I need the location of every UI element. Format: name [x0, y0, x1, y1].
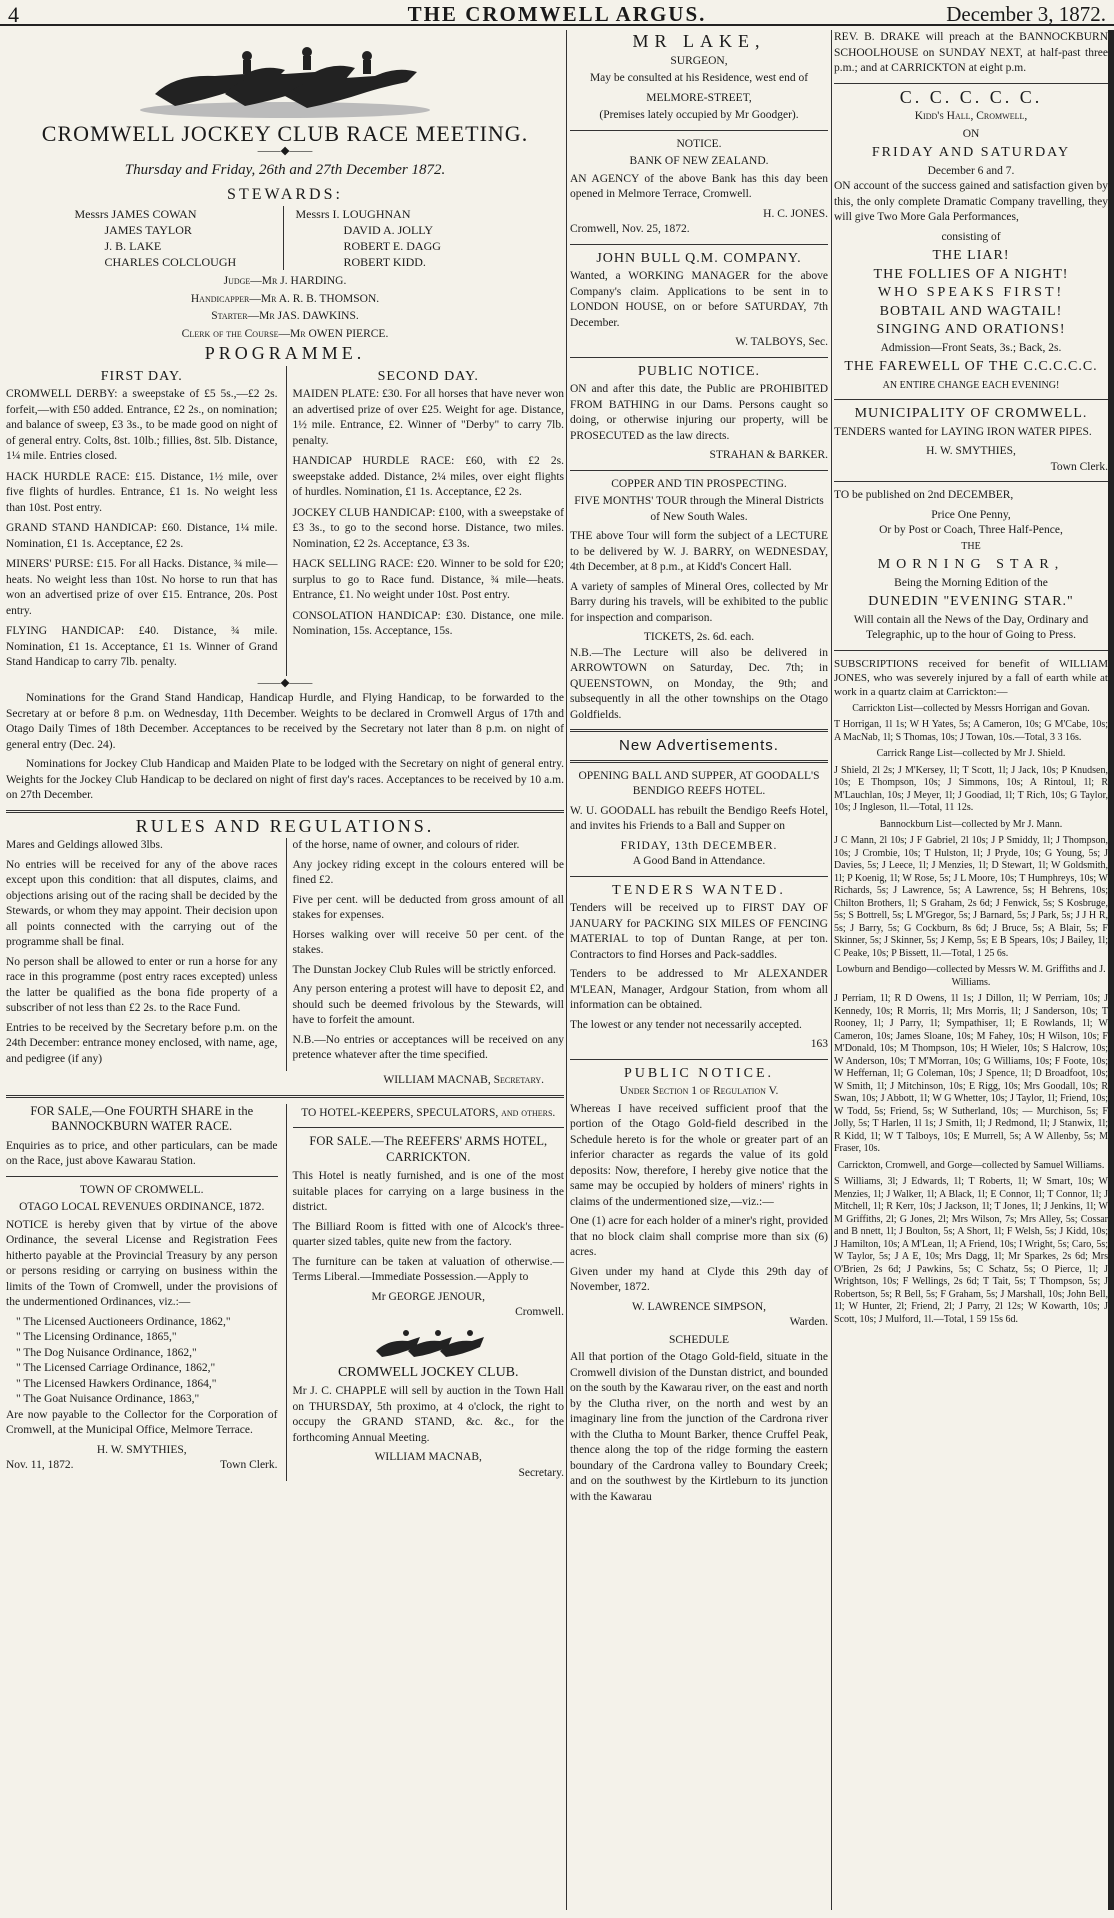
divider: [570, 876, 828, 877]
cccc-line: BOBTAIL AND WAGTAIL!: [879, 303, 1063, 319]
warden-sign: W. LAWRENCE SIMPSON,: [631, 1300, 767, 1313]
steward: ROBERT KIDD.: [343, 255, 426, 269]
pubnotice-body: Whereas I have received sufficient proof that the portion of the Otago Gold-field described in the Schedule hereto is for the whole or greater part of an inferior character as regards the value of its gold deposits: Now, therefore, I hereby give notice that the same may be occupied by holders of miners' rights in claims of the undermentioned size,—viz.:—: [570, 1102, 828, 1208]
new-ads-heading: New Advertisements.: [619, 737, 779, 754]
race-meeting-title: CROMWELL JOCKEY CLUB RACE MEETING.: [41, 121, 529, 146]
subs-list: T Horrigan, 1l 1s; W H Yates, 5s; A Cameron, 10s; G M'Cabe, 10s; A MacNab, 1l; S Thomas, 10s; J Towan, 10s.—Total, 3 3 16s.: [834, 719, 1108, 743]
pubnotice-body-3: Given under my hand at Clyde this 29th day of November, 1872.: [570, 1265, 828, 1293]
muni-title: MUNICIPALITY OF CROMWELL.: [854, 406, 1088, 421]
copper-nb: N.B.—The Lecture will also be delivered in ARROWTOWN on Saturday, Dec. 7th; in QUEENSTOWN, on Monday, the 9th; and subsequently in all the other townships on the Otago Goldfields.: [570, 646, 828, 721]
notice-heading: NOTICE.: [676, 137, 722, 150]
star-being: Being the Morning Edition of the: [894, 576, 1048, 589]
column-right: [834, 30, 1108, 1910]
steward: Messrs JAMES COWAN: [74, 207, 197, 221]
steward: J. B. LAKE: [104, 239, 162, 253]
subs-list: J C Mann, 2l 10s; J F Gabriel, 2l 10s; J P Smiddy, 1l; J Thompson, 10s; J Crombie, 10s; T Hulston, 1l; J Pryde, 10s; G Young, 5s; J Davies, 5s; J Leece, 1l; J Menzies, 1l; D Stewart, 1l; W Goldsmith, 1l; P Koenig, 1l; W Rose, 5s; J L Moore, 10s; T Humphreys, 10s; W Richards, 5s; J Lawrence, 5s; A Lawrence, 5s; H Behrens, 10s; Chilton Brothers, 1l; S Graham, 2s 6d; J Fenwick, 5s; S Kosbruge, 5s; S Bottrell, 5s; L M'Gregor, 5s; J Barnard, 5s; J Park, 5s; J J H R, 5s; J Barry, 5s; G Cockburn, 8s 6d; J Bruce, 5s; A Blair, 5s; F Skinner, 5s; J Skinner, 5s; J Kemp, 5s; E B Spears, 10s; J Bailey, 1l; C Peake, 10s; P Bissett, 1l.—Total, 1 25 6s.: [834, 835, 1108, 959]
tenders-number: 163: [810, 1038, 828, 1050]
nominations-text-2: Nominations for Jockey Club Handicap and Maiden Plate to be lodged with the Secretary on night of general entry. Weights for the Jockey Club Handicap to be declared on night of first day's races. Acceptances to be received by 10 a.m. on 27th December.: [6, 758, 564, 801]
rules-columns: [6, 838, 564, 1071]
column-rule: [566, 30, 567, 1910]
rule-text: The Dunstan Jockey Club Rules will be strictly enforced.: [292, 963, 556, 976]
race-entry: FLYING HANDICAP: £40. Distance, ¾ mile. Nomination, £1 1s. Acceptance, £1 1s. Winner of Grand Stand Handicap to carry 7lb. penalty.: [6, 625, 278, 668]
steward: Messrs I. LOUGHNAN: [295, 207, 411, 221]
copper-body: THE above Tour will form the subject of a LECTURE to be delivered by W. J. BARRY, on WEDNESDAY, 4th December, at 8 p.m., at Kidd's Concert Hall.: [570, 530, 828, 573]
programme-heading: PROGRAMME.: [204, 343, 366, 363]
cccc-body: ON account of the success gained and satisfaction given by this, the only complete Dramatic Company travelling, they will give Two More Gala Performances,: [834, 180, 1108, 223]
jc-club-sign: WILLIAM MACNAB,: [374, 1451, 482, 1463]
ordinance-item: " The Dog Nuisance Ordinance, 1862,": [16, 1346, 197, 1359]
rule-text: Any jockey riding except in the colours entered will be fined £2.: [292, 858, 564, 886]
subs-list-heading: Carrickton List—collected by Messrs Horrigan and Govan.: [852, 702, 1090, 714]
subs-list-heading: Bannockburn List—collected by Mr J. Mann.: [879, 818, 1063, 830]
issue-date: December 3, 1872.: [946, 2, 1106, 26]
race-entry: HACK SELLING RACE: £20. Winner to be sold for £20; surplus to go to Race fund. Distance, ¾ mile—heats. Entrance, £1. No weight under 10st. Post entry.: [292, 558, 564, 601]
divider: [570, 729, 828, 732]
subs-list-heading: Carrick Range List—collected by Mr J. Shield.: [876, 748, 1066, 759]
divider: [570, 244, 828, 245]
rule-text: Mares and Geldings allowed 3lbs.: [6, 839, 163, 851]
steward: ROBERT E. DAGG: [343, 239, 441, 253]
page-number: 4: [8, 2, 19, 27]
bottom-ads: [6, 1104, 564, 1482]
race-entry: GRAND STAND HANDICAP: £60. Distance, 1¼ mile. Nomination, £1 1s. Acceptance, £2 2s.: [6, 522, 278, 550]
race-entry: HANDICAP HURDLE RACE: £60, with £2 2s. sweepstake added. Distance, 2¼ miles, over eight flights of hurdles. Nomination, £1 1s. Acceptance, £2 2s.: [292, 455, 564, 498]
subs-list-heading: Lowburn and Bendigo—collected by Messrs W. M. Griffiths and J. Williams.: [836, 964, 1106, 988]
star-dunedin: DUNEDIN "EVENING STAR.": [868, 594, 1074, 609]
copper-body-2: A variety of samples of Mineral Ores, collected by Mr Barry during his travels, will be exhibited to the public for inspection and comparison.: [570, 580, 828, 624]
lake-note: (Premises lately occupied by Mr Goodger).: [599, 109, 799, 121]
copper-title: COPPER AND TIN PROSPECTING.: [611, 477, 787, 490]
masthead: [0, 0, 1114, 26]
official: Judge—Mr J. HARDING.: [223, 275, 347, 287]
clerk-name: H. W. SMYTHIES,: [96, 1443, 187, 1456]
star-the: THE: [961, 540, 981, 552]
subs-list: J Shield, 2l 2s; J M'Kersey, 1l; T Scott, 1l; J Jack, 10s; P Knudsen, 10s; E Thompson, 10s; J Simmons, 10s; A Rintoul, 1l; R M'Lauchlan, 10s; J Meyer, 1l; J Goodiad, 1l; T Rich, 10s; G Taylor, 10s; J Ingleson, 1l.—Total, 11 12s.: [834, 764, 1108, 813]
ball-band: A Good Band in Attendance.: [632, 855, 766, 867]
jc-club-body: Mr J. C. CHAPPLE will sell by auction in the Town Hall on THURSDAY, 5th proximo, at 4 o'clock, the right to occupy the GRAND STAND, &c. &c., for the forthcoming Annual Meeting.: [292, 1385, 564, 1444]
rule-text: of the horse, name of owner, and colours of rider.: [292, 839, 520, 851]
public-title: PUBLIC NOTICE.: [637, 363, 761, 379]
divider: [834, 399, 1108, 400]
lake-body: May be consulted at his Residence, west end of: [589, 72, 809, 84]
ordinance-item: " The Licensed Auctioneers Ordinance, 1862,": [16, 1315, 231, 1328]
newspaper-title: THE CROMWELL ARGUS.: [407, 2, 707, 26]
notice-date: Nov. 11, 1872.: [6, 1459, 74, 1471]
subs-list-heading: Carrickton, Cromwell, and Gorge—collected by Samuel Williams.: [837, 1159, 1105, 1171]
ordinance-item: " The Licensed Hawkers Ordinance, 1864,": [16, 1377, 217, 1390]
programme-columns: [6, 366, 564, 676]
ball-body: W. U. GOODALL has rebuilt the Bendigo Reefs Hotel, and invites his Friends to a Ball and Supper on: [570, 804, 828, 832]
muni-role: Town Clerk.: [1050, 460, 1108, 473]
nominations-text: Nominations for the Grand Stand Handicap, Handicap Hurdle, and Flying Handicap, to be forwarded to the Secretary at or before 8 p.m. on Wednesday, 11th December. Weights to be declared in Cromwell Argus of 17th and Otago Daily Times of 18th December. Acceptances to be received by the Secretary not later than 8 p.m. on night of general entry (Dec. 24).: [6, 692, 564, 751]
divider: [6, 1095, 564, 1098]
drake-notice: REV. B. DRAKE will preach at the BANNOCKBURN SCHOOLHOUSE on SUNDAY NEXT, at half-past three p.m.; and at CARRICKTON at eight p.m.: [834, 31, 1108, 74]
schedule-body: All that portion of the Otago Gold-field, situate in the Cromwell division of the Dunstan district, and bounded on the south by the Kawarau river, on the east and north by the Clutha river, on the north and west by an imaginary line from the junction of the Cardrona river with the Clutha to Mount Barker, thence Cruffel Peak, thence along the top of the ridge forming the eastern boundary of the Cardrona valley to Boundary Creek; and on the southwest by the Kirtleburn to its junction with the Kawarau: [570, 1351, 828, 1503]
copper-tickets: TICKETS, 2s. 6d. each.: [643, 631, 755, 643]
hotel-body: The Billiard Room is fitted with one of Alcock's three-quarter sized tables, quite new from the factory.: [292, 1220, 564, 1248]
schedule-heading: SCHEDULE: [668, 1333, 730, 1346]
divider: [570, 760, 828, 763]
rules-heading: RULES AND REGULATIONS.: [135, 815, 435, 836]
divider: [570, 130, 828, 131]
pubnotice-sub: Under Section 1 of Regulation V.: [619, 1085, 779, 1097]
bank-date: Cromwell, Nov. 25, 1872.: [570, 223, 690, 235]
cccc-days: FRIDAY AND SATURDAY: [871, 145, 1071, 160]
steward: JAMES TAYLOR: [104, 223, 192, 237]
bank-sign: H. C. JONES.: [763, 207, 828, 220]
lake-title: MR LAKE,: [632, 31, 766, 51]
forsale-share-body: Enquiries as to price, and other particulars, can be made on the Race, just above Kawarau Station.: [6, 1139, 278, 1167]
ordinance-item: " The Licensed Carriage Ordinance, 1862,": [16, 1362, 216, 1374]
cccc-line: SINGING AND ORATIONS!: [876, 322, 1066, 337]
pubnotice-title: PUBLIC NOTICE.: [623, 1065, 775, 1081]
star-body: TO be published on 2nd DECEMBER,: [834, 489, 1014, 501]
race-dates: Thursday and Friday, 26th and 27th December 1872.: [124, 162, 446, 178]
steward: DAVID A. JOLLY: [343, 223, 434, 237]
star-will: Will contain all the News of the Day, Ordinary and Telegraphic, up to the hour of Going to Press.: [853, 613, 1089, 641]
ball-date: FRIDAY, 13th DECEMBER.: [620, 839, 778, 852]
official: Starter—Mr JAS. DAWKINS.: [211, 310, 359, 322]
tenders-body-3: The lowest or any tender not necessarily accepted.: [570, 1018, 802, 1031]
ornament-divider: ——◆——: [257, 144, 313, 157]
jc-club-title: CROMWELL JOCKEY CLUB.: [337, 1364, 519, 1380]
official: Clerk of the Course—Mr OWEN PIERCE.: [181, 327, 389, 340]
cccc-on: ON: [962, 127, 980, 140]
johnbull-body: Wanted, a WORKING MANAGER for the above Company's claim. Applications to be sent in to LONDON HOUSE, on or before SATURDAY, 7th December.: [570, 270, 828, 329]
race-entry: CROMWELL DERBY: a sweepstake of £5 5s.,—£2 2s. forfeit,—with £50 added. Entrance, £2 2s., on nomination; and balance of sweep, £3 3s., to be made good on night of of general entry. Colts, 8st. 10lb.; fillies, 8st. 5lb. Distance, 1¼ mile. Entries closed.: [6, 388, 278, 462]
divider: [834, 650, 1108, 651]
rule-text: Horses walking over will receive 50 per cent. of the stakes.: [292, 928, 564, 956]
hotel-body: The furniture can be taken at valuation of otherwise.—Terms Liberal.—Immediate Possession.—Apply to: [292, 1255, 564, 1283]
official: Handicapper—Mr A. R. B. THOMSON.: [190, 292, 380, 305]
cccc-dates: December 6 and 7.: [927, 164, 1015, 177]
johnbull-title: JOHN BULL Q.M. COMPANY.: [596, 250, 802, 266]
rule-text: N.B.—No entries or acceptances will be received on any pretence whatever after the time specified.: [292, 1033, 564, 1061]
cccc-admission: Admission—Front Seats, 3s.; Back, 2s.: [880, 341, 1062, 354]
column-middle: [570, 30, 828, 1910]
page-edge-shadow: [1108, 30, 1114, 1910]
cccc-line: WHO SPEAKS FIRST!: [877, 285, 1065, 300]
ornament-divider: ——◆——: [257, 676, 313, 689]
stewards-heading: STEWARDS:: [227, 185, 343, 203]
copper-sub: FIVE MONTHS' TOUR through the Mineral Districts of New South Wales.: [574, 495, 824, 523]
tenders-body: Tenders will be received up to FIRST DAY OF JANUARY for PACKING SIX MILES OF FENCING MATERIAL to top of Duntan Range, at per ton. Contractors to find Horses and Pack-saddles.: [570, 902, 828, 961]
race-entry: MAIDEN PLATE: £30. For all horses that have never won an advertised prize of over £25. Weight for age. Distance, 1½ mile. Entrance, £2. Winner of "Derby" to carry 7lb. penalty.: [292, 388, 564, 447]
warden-role: Warden.: [789, 1316, 828, 1328]
small-horses-engraving: [368, 1325, 488, 1361]
subs-list: S Williams, 3l; J Edwards, 1l; T Roberts, 1l; W Smart, 10s; W Menzies, 1l; J Walker, 1l; A Black, 1l; E Connor, 1l; T Connor, 1l; J Mitchell, 1l; R Kerr, 10s; J Jackson, 1l; T Jones, 1l; J Jenkins, 1l; W M Griffiths, 2l; G Jones, 2l; Mrs Wilson, 7s; Mrs Alley, 5s; Cossar and B nnett, 1l; J Boulton, 5s; A Short, 1l; F Welsh, 5s; J Kidd, 10s; J Hamilton, 10s; A M'Lean, 1l; A Friend, 10s; I Wright, 5s; Caro, 5s; W Taylor, 5s; J A E, 10s; Mrs Dagg, 1l; Mr Sparkes, 2s 6d; Mrs O'Brien, 2s 6d; J Pawkins, 5s; C Schatz, 5s; O Pierce, 1l; J Wrightson, 10s; F Wellings, 2s 6d; T Tait, 5s; T Thompson, 5s; J Robertson, 5s; R Bell, 5s; F Graham, 5s; J Marshall, 10s; John Bell, 1l; W Hunter, 2l; Friend, 2l; J Parry, 2l 12s; W Kowarth, 10s; J Scott, 10s; J Mulford, 1l.—Total, 1 59 15s 6d.: [834, 1176, 1108, 1325]
hotel-body: This Hotel is neatly furnished, and is one of the most suitable places for carrying on a large business in the district.: [292, 1170, 564, 1213]
johnbull-sign: W. TALBOYS, Sec.: [735, 336, 828, 348]
hotel-place: Cromwell.: [515, 1306, 564, 1318]
rule-text: Five per cent. will be deducted from gross amount of all stakes for expenses.: [292, 893, 564, 921]
subs-list: J Perriam, 1l; R D Owens, 1l 1s; J Dillon, 1l; W Perriam, 10s; J Kennedy, 10s; R Morris, 1l; Mrs Morris, 1l; J Sanderson, 10s; T Rooney, 1l; J Parry, 1l; Sympathiser, 1l; E Rowlands, 1l; W Cameron, 10s; James Sloane, 10s; M Fahey, 10s; H Wilson, 10s; F M'Donald, 10s; M Thompson, 10s; H Wieler, 10s; S Halcrow, 10s; W Anderson, 10s; T M'Morran, 10s; G Williams, 10s; F Foote, 10s; W Heffernan, 1l; G Coleman, 10s; J Spence, 1l; D Broadfoot, 10s; W Smith, 1l; J Mitchinson, 10s; E Rigg, 10s; Mrs Goodall, 10s; R Swan, 10s; J Abbott, 1l; W G Whetter, 10s; J Taylor, 1l; Friend, 10s; W Todd, 5s; Friend, 5s; W Sutherland, 10s; — Murchison, 5s; F Jolly, 5s; T Harlen, 1l 1s; J Smith, 1l; J Redmond, 1l; J Stanwix, 1l; R Kidd, 1l; W T Talboys, 10s; E Murrell, 5s; A W Allenby, 5s; M Fraser, 10s.: [834, 993, 1108, 1154]
forsale-share-title: FOR SALE,—One FOURTH SHARE in the BANNOCKBURN WATER RACE.: [30, 1103, 254, 1133]
ball-title: OPENING BALL AND SUPPER, AT GOODALL'S BENDIGO REEFS HOTEL.: [578, 769, 820, 797]
tenders-title: TENDERS WANTED.: [612, 882, 786, 898]
race-entry: CONSOLATION HANDICAP: £30. Distance, one mile. Nomination, 15s. Acceptance, 15s.: [292, 609, 564, 637]
divider: [6, 810, 564, 813]
race-entry: MINERS' PURSE: £15. For all Hacks. Distance, ¾ mile—heats. No weight less than 10st. No horse to run that has won an advertised prize of over £15. Entrance, 20s. Post entry.: [6, 558, 278, 617]
star-post: Or by Post or Coach, Three Half-Pence,: [879, 524, 1063, 536]
divider: [570, 1059, 828, 1060]
cccc-change: AN ENTIRE CHANGE EACH EVENING!: [882, 379, 1060, 391]
hotel-heading: TO HOTEL-KEEPERS, SPECULATORS, and others.: [301, 1106, 556, 1119]
public-body: ON and after this date, the Public are PROHIBITED FROM BATHING in our Dams. Persons caught so doing, or otherwise injuring our property, will be PROSECUTED as the law directs.: [570, 383, 828, 442]
subs-intro: SUBSCRIPTIONS received for benefit of WILLIAM JONES, who was severely injured by a fall of earth while at work in a quartz claim at Carrickton:—: [834, 657, 1108, 698]
divider: [570, 357, 828, 358]
ordinance-item: " The Licensing Ordinance, 1865,": [16, 1331, 177, 1343]
subscriptions: [834, 657, 1108, 1327]
star-price: Price One Penny,: [931, 508, 1011, 521]
bank-title: BANK OF NEW ZEALAND.: [629, 155, 769, 167]
cccc-line: THE LIAR!: [932, 248, 1010, 263]
divider: [570, 470, 828, 471]
second-day-heading: SECOND DAY.: [377, 368, 479, 384]
pubnotice-body-2: One (1) acre for each holder of a miner's right, provided that no block claim shall comprise more than six (6) acres.: [570, 1215, 828, 1258]
star-name: MORNING STAR,: [877, 557, 1065, 572]
lake-sub: SURGEON,: [670, 54, 728, 67]
cccc-farewell: THE FAREWELL OF THE C.C.C.C.C.: [844, 359, 1098, 374]
ordinance-tail: Are now payable to the Collector for the Corporation of Cromwell, at the Municipal Office, Melmore Terrace.: [6, 1408, 278, 1436]
cccc-consisting: consisting of: [941, 230, 1001, 243]
divider: [6, 1176, 278, 1177]
clerk-footer: [6, 1458, 278, 1474]
rule-text: No entries will be received for any of the above races except upon this condition: that all disputes, claims, and objections arising out of the racing shall be decided by the Stewards, or whom they may appoint. Their decision upon all points connected with the carrying out of the programme shall be final.: [6, 858, 278, 948]
divider: [834, 83, 1108, 84]
divider: [834, 481, 1108, 482]
column-rule: [831, 30, 832, 1910]
race-horses-engraving: [135, 34, 435, 120]
ordinance-item: " The Goat Nuisance Ordinance, 1863,": [16, 1393, 200, 1405]
column-left: [6, 30, 564, 1910]
rule-text: Any person entering a protest will have to deposit £2, and should such be deemed frivolous by the Stewards, will have to forfeit the amount.: [292, 983, 564, 1026]
muni-body: TENDERS wanted for LAYING IRON WATER PIPES.: [834, 425, 1092, 438]
tenders-body-2: Tenders to be addressed to Mr ALEXANDER M'LEAN, Manager, Ardgour Station, from whom all information can be obtained.: [570, 968, 828, 1011]
town-heading: TOWN OF CROMWELL.: [80, 1183, 204, 1196]
cccc-line: THE FOLLIES OF A NIGHT!: [873, 266, 1069, 282]
cccc-venue: Kidd's Hall, Cromwell,: [914, 110, 1028, 122]
ordinance-body: NOTICE is hereby given that by virtue of the above Ordinance, the several License and Registration Fees hitherto payable at the Provincial Treasury by any person or persons residing or carrying on business within the limits of the Town of Cromwell, under the provisions of the undermentioned Ordinances, viz.:—: [6, 1218, 278, 1308]
stewards-list: [6, 206, 564, 270]
jc-club-role: Secretary.: [518, 1466, 564, 1479]
bank-body: AN AGENCY of the above Bank has this day been opened in Melmore Terrace, Cromwell.: [570, 172, 828, 200]
steward: CHARLES COLCLOUGH: [104, 255, 237, 269]
divider: [293, 1127, 565, 1128]
race-entry: JOCKEY CLUB HANDICAP: £100, with a sweepstake of £3 3s., to go to the second horse. Distance, two miles. Nomination, £2 2s. Acceptance, £3 3s.: [292, 506, 564, 550]
race-entry: HACK HURDLE RACE: £15. Distance, 1½ mile, over five flights of hurdles. Entrance, £1 1s. No weight less than 10st. Post entry.: [6, 470, 278, 514]
hotel-contact: Mr GEORGE JENOUR,: [371, 1290, 485, 1303]
hotel-title: FOR SALE.—The REEFERS' ARMS HOTEL, CARRICKTON.: [309, 1134, 548, 1164]
first-day-heading: FIRST DAY.: [100, 368, 183, 384]
secretary-signature: WILLIAM MACNAB, Secretary.: [383, 1074, 544, 1086]
rule-text: Entries to be received by the Secretary before p.m. on the 24th December: entrance money enclosed, with name, age, and pedigree (if any): [6, 1021, 278, 1065]
lake-street: MELMORE-STREET,: [646, 91, 752, 104]
clerk-role: Town Clerk.: [220, 1459, 278, 1471]
ordinance-title: OTAGO LOCAL REVENUES ORDINANCE, 1872.: [19, 1201, 265, 1213]
cccc-title: C. C. C. C. C.: [899, 86, 1043, 107]
rule-text: No person shall be allowed to enter or run a horse for any race in this programme (post entry races excepted) unless the latter be qualified as the bona fide property of a subscriber of not less than £2 2s. to the Race Fund.: [6, 955, 278, 1014]
public-sign: STRAHAN & BARKER.: [709, 449, 828, 461]
muni-sign: H. W. SMYTHIES,: [926, 445, 1016, 457]
